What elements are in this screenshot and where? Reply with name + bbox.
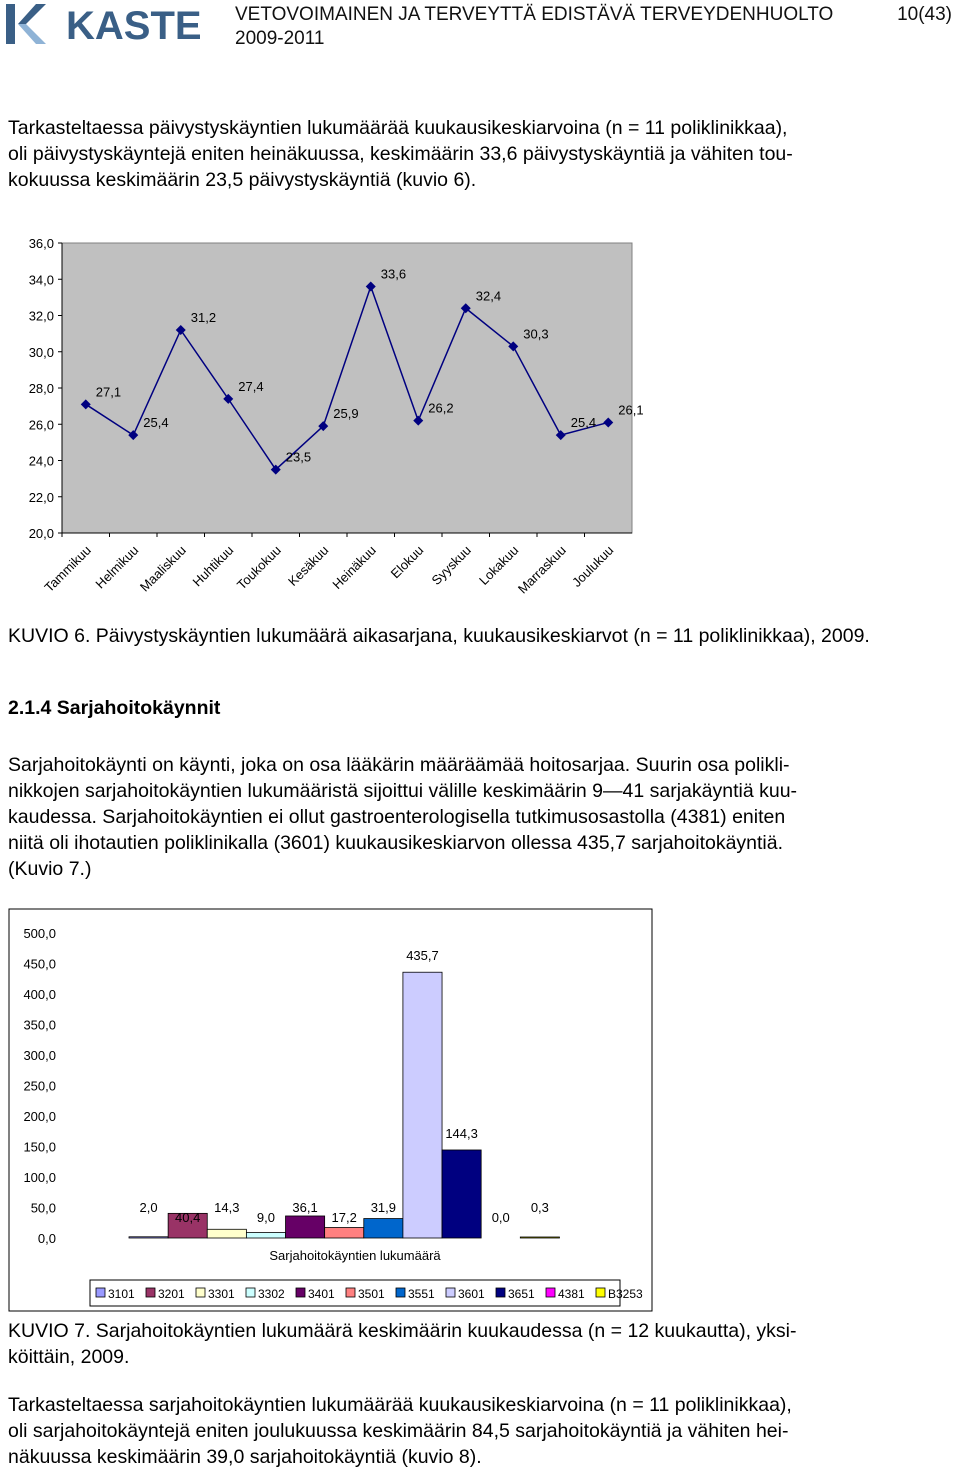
paragraph-line: kaudessa. Sarjahoitokäyntien ei ollut gastroenterologisella tutkimusosastolla (4381) eniten bbox=[8, 806, 786, 828]
bar bbox=[403, 972, 442, 1238]
legend-swatch bbox=[446, 1288, 455, 1297]
section-paragraph bbox=[8, 752, 952, 882]
legend-label: 3501 bbox=[358, 1287, 385, 1301]
paragraph-line: (Kuvio 7.) bbox=[8, 858, 92, 880]
x-tick-label: Heinäkuu bbox=[329, 542, 379, 592]
data-label: 31,2 bbox=[190, 310, 217, 325]
y-tick-label: 400,0 bbox=[23, 987, 56, 1002]
header-title: VETOVOIMAINEN JA TERVEYTTÄ EDISTÄVÄ TERVEYDENHUOLTO bbox=[235, 4, 834, 25]
legend-label: 3651 bbox=[508, 1287, 535, 1301]
bar bbox=[246, 1233, 285, 1238]
bar-chart-kuvio7 bbox=[0, 905, 960, 1315]
y-tick-label: 34,0 bbox=[28, 272, 54, 288]
legend-label: 3301 bbox=[208, 1287, 235, 1301]
y-tick-label: 32,0 bbox=[28, 308, 54, 324]
paragraph-line: Tarkasteltaessa sarjahoitokäyntien lukumäärää kuukausikeskiarvoina (n = 11 poliklinikkaa), bbox=[8, 1394, 792, 1416]
outro-paragraph bbox=[8, 1392, 952, 1470]
y-tick-label: 28,0 bbox=[28, 381, 54, 396]
data-label: 26,2 bbox=[428, 400, 454, 416]
y-tick-label: 24,0 bbox=[28, 453, 54, 469]
figure-caption-kuvio7 bbox=[8, 1318, 952, 1370]
data-label: 144,3 bbox=[445, 1125, 478, 1141]
bar bbox=[129, 1237, 168, 1238]
paragraph-line: oli päivystyskäyntejä eniten heinäkuussa, keskimäärin 33,6 päivystyskäyntiä ja vähiten tou- bbox=[8, 143, 793, 165]
y-tick-label: 26,0 bbox=[28, 417, 54, 433]
paragraph-line: kokuussa keskimäärin 23,5 päivystyskäyntiä (kuvio 6). bbox=[8, 169, 477, 191]
data-label: 27,4 bbox=[238, 378, 264, 394]
legend-label: 3302 bbox=[258, 1287, 285, 1301]
y-tick-label: 300,0 bbox=[23, 1048, 56, 1063]
data-label: 31,9 bbox=[370, 1200, 397, 1215]
data-label: 25,9 bbox=[333, 406, 359, 422]
paragraph-line: Sarjahoitokäynti on käynti, joka on osa lääkärin määräämää hoitosarjaa. Suurin osa polikli- bbox=[8, 754, 790, 776]
bar bbox=[207, 1229, 246, 1238]
data-label: 23,5 bbox=[285, 449, 312, 465]
intro-paragraph bbox=[8, 115, 952, 193]
paragraph-line: Tarkasteltaessa päivystyskäyntien lukumäärää kuukausikeskiarvoina (n = 11 poliklinikkaa), bbox=[8, 117, 788, 139]
page-number: 10(43) bbox=[897, 4, 952, 25]
y-tick-label: 500,0 bbox=[23, 926, 56, 941]
x-tick-label: Elokuu bbox=[387, 542, 427, 582]
y-tick-label: 100,0 bbox=[23, 1170, 56, 1185]
x-axis-label: Sarjahoitokäyntien lukumäärä bbox=[269, 1248, 441, 1263]
legend-label: 3551 bbox=[408, 1287, 435, 1301]
paragraph-line: nikkojen sarjahoitokäyntien lukumääristä sijoittui välille keskimäärin 9—41 sarjakäyntiä kuu- bbox=[8, 780, 798, 802]
paragraph-line: niitä oli ihotautien poliklinikalla (3601) kuukausikeskiarvon ollessa 435,7 sarjahoitokäyntiä. bbox=[8, 832, 784, 854]
data-label: 26,1 bbox=[618, 402, 644, 418]
data-label: 17,2 bbox=[331, 1210, 357, 1225]
y-tick-label: 0,0 bbox=[37, 1231, 56, 1246]
y-tick-label: 450,0 bbox=[23, 956, 56, 972]
x-tick-label: Tammikuu bbox=[41, 542, 94, 596]
x-tick-label: Toukokuu bbox=[233, 542, 284, 593]
data-label: 2,0 bbox=[139, 1200, 158, 1215]
data-label: 435,7 bbox=[406, 948, 439, 964]
figure-caption-kuvio6: KUVIO 6. Päivystyskäyntien lukumäärä aikasarjana, kuukausikeskiarvot (n = 11 poliklinikkaa), 2009. bbox=[8, 625, 870, 647]
bar bbox=[286, 1216, 325, 1238]
x-tick-label: Maaliskuu bbox=[136, 542, 189, 595]
x-tick-label: Lokakuu bbox=[476, 542, 522, 588]
data-label: 9,0 bbox=[256, 1210, 275, 1225]
data-label: 33,6 bbox=[380, 266, 407, 282]
bar bbox=[325, 1228, 364, 1238]
paragraph-line: oli sarjahoitokäyntejä eniten joulukuussa keskimäärin 84,5 sarjahoitokäyntiä ja vähiten hei- bbox=[8, 1420, 789, 1442]
legend-label: 3101 bbox=[108, 1287, 135, 1301]
logo-text: KASTE bbox=[66, 4, 202, 46]
y-tick-label: 150,0 bbox=[23, 1139, 56, 1155]
kaste-logo bbox=[6, 2, 206, 46]
y-tick-label: 20,0 bbox=[28, 526, 54, 541]
y-tick-label: 50,0 bbox=[30, 1200, 56, 1216]
legend-swatch bbox=[596, 1288, 605, 1297]
paragraph-line: näkuussa keskimäärin 39,0 sarjahoitokäyntiä (kuvio 8). bbox=[8, 1446, 482, 1468]
data-label: 30,3 bbox=[523, 326, 549, 342]
legend-swatch bbox=[196, 1288, 205, 1297]
data-label: 14,3 bbox=[214, 1200, 240, 1215]
legend-label: 3601 bbox=[458, 1287, 485, 1301]
legend-label: 3401 bbox=[308, 1287, 335, 1301]
line-chart-kuvio6 bbox=[0, 215, 960, 615]
data-label: 25,4 bbox=[570, 415, 597, 431]
y-tick-label: 30,0 bbox=[28, 344, 54, 360]
y-tick-label: 22,0 bbox=[28, 489, 54, 505]
y-tick-label: 350,0 bbox=[23, 1017, 56, 1033]
legend-label: 3201 bbox=[158, 1287, 185, 1301]
legend-swatch bbox=[496, 1288, 505, 1297]
plot-area bbox=[62, 243, 632, 533]
data-label: 25,4 bbox=[143, 415, 169, 431]
legend-swatch bbox=[346, 1288, 355, 1297]
x-tick-label: Joulukuu bbox=[568, 542, 617, 590]
data-label: 40,4 bbox=[175, 1210, 201, 1225]
legend-swatch bbox=[396, 1288, 405, 1297]
kaste-logo-graphic bbox=[6, 2, 206, 46]
legend-label: 4381 bbox=[558, 1287, 585, 1301]
y-tick-label: 200,0 bbox=[23, 1109, 56, 1124]
section-heading: 2.1.4 Sarjahoitokäynnit bbox=[8, 697, 221, 719]
legend-swatch bbox=[296, 1288, 305, 1297]
x-tick-label: Marraskuu bbox=[514, 542, 569, 597]
bar bbox=[364, 1219, 403, 1238]
data-label: 0,3 bbox=[530, 1200, 549, 1215]
caption-line: KUVIO 7. Sarjahoitokäyntien lukumäärä keskimäärin kuukaudessa (n = 12 kuukautta), yksi- bbox=[8, 1320, 797, 1342]
bar bbox=[520, 1237, 559, 1238]
legend-swatch bbox=[96, 1288, 105, 1297]
legend-swatch bbox=[246, 1288, 255, 1297]
x-tick-label: Helmikuu bbox=[92, 542, 142, 592]
legend-swatch bbox=[146, 1288, 155, 1297]
x-tick-label: Huhtikuu bbox=[189, 542, 237, 590]
y-tick-label: 36,0 bbox=[28, 236, 54, 251]
data-label: 36,1 bbox=[292, 1200, 318, 1215]
bar bbox=[442, 1150, 481, 1238]
caption-line: köittäin, 2009. bbox=[8, 1346, 130, 1368]
legend-label: B3253 bbox=[608, 1287, 643, 1301]
header-years: 2009-2011 bbox=[235, 28, 325, 49]
kaste-logo-icon bbox=[6, 4, 46, 44]
data-label: 27,1 bbox=[95, 384, 122, 400]
x-tick-label: Kesäkuu bbox=[284, 542, 332, 589]
x-tick-label: Syyskuu bbox=[428, 542, 474, 588]
y-tick-label: 250,0 bbox=[23, 1078, 56, 1094]
legend-swatch bbox=[546, 1288, 555, 1297]
data-label: 32,4 bbox=[475, 288, 502, 304]
data-label: 0,0 bbox=[491, 1210, 510, 1225]
